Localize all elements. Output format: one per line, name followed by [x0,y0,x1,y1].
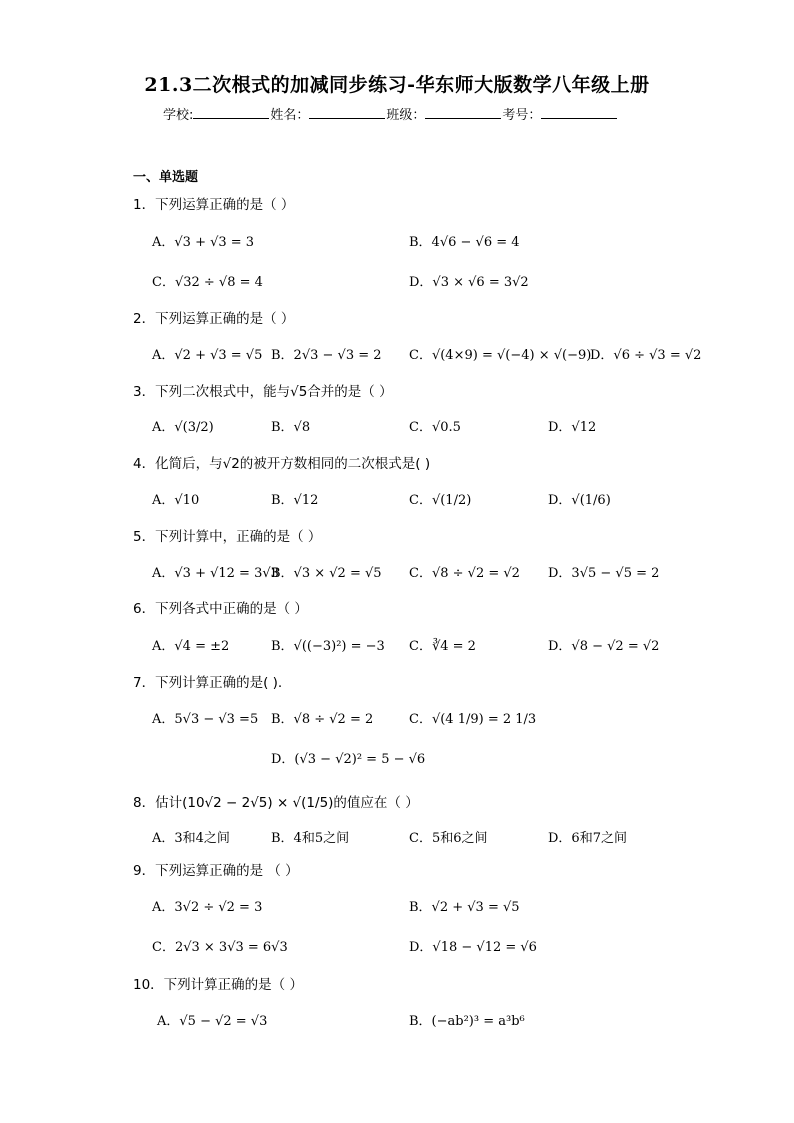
student-info-line [163,104,618,123]
question-9-option-d[interactable]: D．√18 − √12 = √6 [409,940,537,955]
question-1-option-a[interactable]: A．√3 + √3 = 3 [152,235,255,250]
question-9-option-b[interactable]: B．√2 + √3 = √5 [409,900,520,915]
number-label: 考号： [502,108,542,123]
question-1-option-b[interactable]: B．4√6 − √6 = 4 [409,235,520,250]
question-6-option-c[interactable]: C．∛4 = 2 [409,639,476,654]
question-7-option-a[interactable]: A．5√3 − √3 =5 [152,712,259,727]
question-3-option-d[interactable]: D．√12 [548,420,597,435]
question-1-option-d[interactable]: D．√3 × √6 = 3√2 [409,275,529,290]
question-1-stem: 1．下列运算正确的是（ ） [133,197,295,213]
question-1-option-c[interactable]: C．√32 ÷ √8 = 4 [152,275,263,290]
question-7-option-c[interactable]: C．√(4 1/9) = 2 1/3 [409,712,537,727]
question-10-stem: 10．下列计算正确的是（ ） [133,977,303,993]
question-6-stem: 6．下列各式中正确的是（ ） [133,601,308,617]
question-10-option-a[interactable]: A．√5 − √2 = √3 [157,1014,268,1029]
question-4-stem: 4．化简后，与√2的被开方数相同的二次根式是( ) [133,456,431,472]
question-4-option-b[interactable]: B．√12 [271,493,319,508]
class-blank[interactable] [425,106,501,119]
question-2-stem: 2．下列运算正确的是（ ） [133,311,295,327]
name-blank[interactable] [309,106,385,119]
question-8-option-c[interactable]: C．5和6之间 [409,831,488,846]
question-5-stem: 5．下列计算中，正确的是（ ） [133,529,322,545]
question-5-option-c[interactable]: C．√8 ÷ √2 = √2 [409,566,520,581]
question-5-option-b[interactable]: B．√3 × √2 = √5 [271,566,382,581]
question-7-option-b[interactable]: B．√8 ÷ √2 = 2 [271,712,374,727]
question-9-option-c[interactable]: C．2√3 × 3√3 = 6√3 [152,940,288,955]
question-5-option-d[interactable]: D．3√5 − √5 = 2 [548,566,660,581]
question-6-option-b[interactable]: B．√((−3)²) = −3 [271,639,385,654]
question-7-stem: 7．下列计算正确的是( ). [133,675,283,691]
question-2-option-c[interactable]: C．√(4×9) = √(−4) × √(−9) [409,348,592,363]
page-title: 21.3二次根式的加减同步练习-华东师大版数学八年级上册 [144,74,650,96]
question-5-option-a[interactable]: A．√3 + √12 = 3√3 [152,566,279,581]
section-heading: 一、单选题 [133,170,199,185]
question-6-option-a[interactable]: A．√4 = ±2 [152,639,230,654]
question-8-option-d[interactable]: D．6和7之间 [548,831,627,846]
name-label: 姓名： [270,108,310,123]
question-2-option-d[interactable]: D．√6 ÷ √3 = √2 [590,348,702,363]
question-8-stem: 8．估计(10√2 − 2√5) × √(1/5)的值应在（ ） [133,795,419,811]
question-2-option-a[interactable]: A．√2 + √3 = √5 [152,348,263,363]
question-9-option-a[interactable]: A．3√2 ÷ √2 = 3 [152,900,263,915]
question-3-option-c[interactable]: C．√0.5 [409,420,461,435]
school-label: 学校: [163,108,194,123]
question-4-option-a[interactable]: A．√10 [152,493,200,508]
question-4-option-c[interactable]: C．√(1/2) [409,493,472,508]
school-blank[interactable] [193,106,269,119]
question-9-stem: 9．下列运算正确的是 （ ） [133,863,299,879]
question-10-option-b[interactable]: B．(−ab²)³ = a³b⁶ [409,1014,525,1029]
question-7-option-d[interactable]: D．(√3 − √2)² = 5 − √6 [271,752,426,767]
number-blank[interactable] [541,106,617,119]
question-2-option-b[interactable]: B．2√3 − √3 = 2 [271,348,382,363]
question-8-option-b[interactable]: B．4和5之间 [271,831,350,846]
question-3-stem: 3．下列二次根式中，能与√5合并的是（ ） [133,384,393,400]
question-4-option-d[interactable]: D．√(1/6) [548,493,611,508]
class-label: 班级： [386,108,426,123]
question-6-option-d[interactable]: D．√8 − √2 = √2 [548,639,660,654]
question-3-option-a[interactable]: A．√(3/2) [152,420,214,435]
question-8-option-a[interactable]: A．3和4之间 [152,831,230,846]
question-3-option-b[interactable]: B．√8 [271,420,311,435]
